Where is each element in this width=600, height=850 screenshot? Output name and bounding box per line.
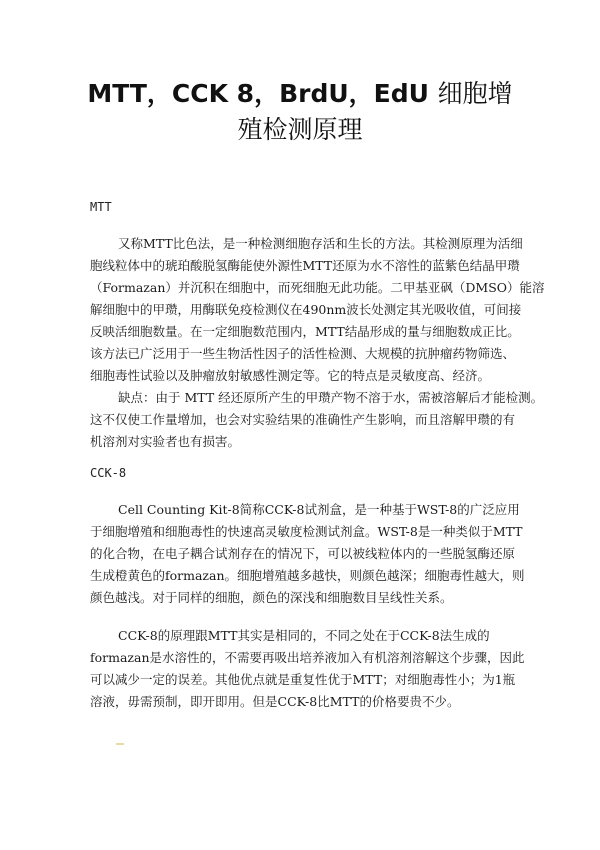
title-latin: MTT，CCK 8，BrdU，EdU — [87, 79, 438, 108]
text-line: 缺点：由于 MTT 经还原所产生的甲瓒产物不溶于水，需被溶解后才能检测。 — [118, 390, 544, 405]
document-title — [60, 76, 540, 148]
text-line: 又称MTT比色法，是一种检测细胞存活和生长的方法。其检测原理为活细 — [118, 236, 523, 251]
text-line: 细胞毒性试验以及肿瘤放射敏感性测定等。它的特点是灵敏度高、经济。 — [90, 368, 491, 383]
text-line: 颜色越浅。对于同样的细胞，颜色的深浅和细胞数目呈线性关系。 — [90, 590, 453, 605]
cck8-paragraph-1 — [90, 499, 525, 609]
mtt-paragraph-2 — [90, 387, 544, 453]
text-line: （Formazan）并沉积在细胞中，而死细胞无此功能。二甲基亚砜（DMSO）能溶 — [90, 280, 545, 295]
text-line: 生成橙黄色的formazan。细胞增殖越多越快，则颜色越深；细胞毒性越大，则 — [90, 568, 525, 583]
text-line: 胞线粒体中的琥珀酸脱氢酶能使外源性MTT还原为水不溶性的蓝紫色结晶甲瓒 — [90, 258, 520, 273]
cck8-paragraph-2 — [90, 625, 525, 713]
text-line: 解细胞中的甲瓒，用酶联免疫检测仪在490nm波长处测定其光吸收值，可间接 — [90, 302, 522, 317]
section-heading-mtt: MTT — [90, 200, 112, 214]
text-line: Cell Counting Kit-8简称CCK-8试剂盒，是一种基于WST-8的广泛应用 — [118, 502, 520, 517]
text-line: 的化合物，在电子耦合试剂存在的情况下，可以被线粒体内的一些脱氢酶还原 — [90, 546, 516, 561]
text-line: 这不仅使工作量增加，也会对实验结果的准确性产生影响，而且溶解甲瓒的有 — [90, 412, 516, 427]
text-line: 于细胞增殖和细胞毒性的快速高灵敏度检测试剂盒。WST-8是一种类似于MTT — [90, 524, 523, 539]
title-cjk-1: 细胞增 — [437, 79, 513, 108]
title-cjk-2: 殖检测原理 — [237, 115, 363, 144]
section-heading-cck8: CCK-8 — [90, 466, 127, 480]
text-line: CCK-8的原理跟MTT其实是相同的，不同之处在于CCK-8法生成的 — [118, 628, 490, 643]
text-line: 溶液，毋需预制，即开即用。但是CCK-8比MTT的价格要贵不少。 — [90, 694, 460, 709]
text-line: 机溶剂对实验者也有损害。 — [90, 434, 241, 449]
text-line: 可以减少一定的误差。其他优点就是重复性优于MTT；对细胞毒性小；为1瓶 — [90, 672, 516, 687]
text-line: 反映活细胞数量。在一定细胞数范围内，MTT结晶形成的量与细胞数成正比。 — [90, 324, 520, 339]
decorative-mark — [116, 743, 124, 745]
text-line: formazan是水溶性的，不需要再吸出培养液加入有机溶剂溶解这个步骤，因此 — [90, 650, 525, 665]
mtt-paragraph-1 — [90, 233, 545, 387]
text-line: 该方法已广泛用于一些生物活性因子的活性检测、大规模的抗肿瘤药物筛选、 — [90, 346, 516, 361]
